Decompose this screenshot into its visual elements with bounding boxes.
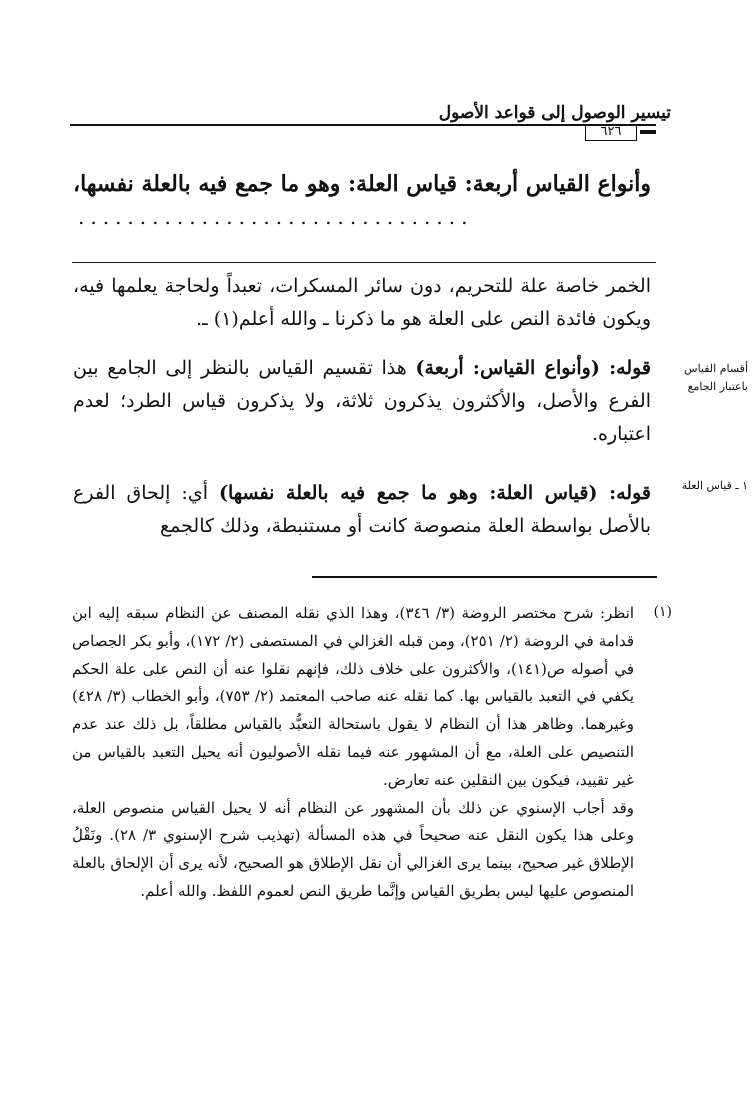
quote-heading: قوله: (وأنواع القياس: أربعة) bbox=[415, 357, 652, 379]
paragraph-text: هذا تقسيم القياس بالنظر إلى الجامع بين الفرع والأصل، والأكثرون يذكرون ثلاثة، ولا يذكرون قياس الطرد؛ لعدم اعتباره. bbox=[73, 357, 651, 445]
footnotes bbox=[72, 600, 634, 906]
sharh-paragraph-3 bbox=[73, 477, 651, 543]
sharh-paragraph-2 bbox=[73, 352, 651, 451]
matn-text: وأنواع القياس أربعة: قياس العلة: وهو ما جمع فيه بالعلة نفسها، bbox=[72, 171, 651, 197]
footnote-paragraph-2: وقد أجاب الإسنوي عن ذلك بأن المشهور عن النظام أنه لا يحيل القياس منصوص العلة، وعلى هذا يكون النقل عنه صحيحاً في هذه المسألة (تهذيب شرح الإسنوي ٣/ ٢٨). ونَقْلُ الإطلاق غير صحيح، بينما يرى الغزالي أن نقل الإطلاق هو الصحيح، لأنه يرى أن الإلحاق بالعلة المنصوص عليها ليس بطريق القياس وإنَّما طريق النص لعموم اللفظ. والله أعلم. bbox=[72, 798, 634, 900]
running-header-title: تيسير الوصول إلى قواعد الأصول bbox=[438, 103, 671, 123]
matn-dots: ................................ bbox=[78, 205, 474, 229]
margin-note-types: أقسام القياس باعتبار الجامع bbox=[684, 362, 748, 393]
footnote-paragraph-1: انظر: شرح مختصر الروضة (٣/ ٣٤٦)، وهذا الذي نقله المصنف عن النظام سبقه إليه ابن قدامة في الروضة (٢/ ٢٥١)، ومن قبله الغزالي في المستصفى (٢/ ١٧٢)، وأبو بكر الجصاص في أصوله ص(١٤١)، والأكثرون على خلاف ذلك، فإنهم نقلوا عنه أن النص على علة الحكم يكفي في التعبد بالقياس بها. كما نقله عنه صاحب المعتمد (٢/ ٧٥٣)، وأبو الخطاب (٣/ ٤٢٨) وغيرهما. وظاهر هذا أن النظام لا يقول باستحالة التعبُّد بالقياس مطلقاً، بل ذلك عند عدم التنصيص على العلة، مع أن المشهور عنه فيما نقله الأصوليون أنه يحيل التعبد بالقياس من غير تقييد، فيكون بين النقلين عنه تعارض. bbox=[72, 604, 635, 789]
footnote-rule bbox=[312, 576, 657, 578]
quote-heading: قوله: (قياس العلة: وهو ما جمع فيه بالعلة نفسها) bbox=[219, 482, 651, 504]
sharh-paragraph-1: الخمر خاصة علة للتحريم، دون سائر المسكرات، تعبداً ولحاجة يعلمها فيه، ويكون فائدة النص على العلة هو ما ذكرنا ـ والله أعلم(١) ـ. bbox=[73, 275, 651, 330]
footnote-marker: (١) bbox=[653, 604, 672, 620]
matn-separator bbox=[72, 262, 656, 263]
margin-note-illa: ١ ـ قياس العلة bbox=[681, 479, 748, 492]
page-number-dash bbox=[640, 130, 656, 134]
page-number: ٦٢٦ bbox=[585, 124, 637, 141]
header-rule bbox=[70, 124, 656, 126]
paragraph-text: أي: إلحاق الفرع بالأصل بواسطة العلة منصوصة كانت أو مستنبطة، وذلك كالجمع bbox=[73, 482, 651, 537]
